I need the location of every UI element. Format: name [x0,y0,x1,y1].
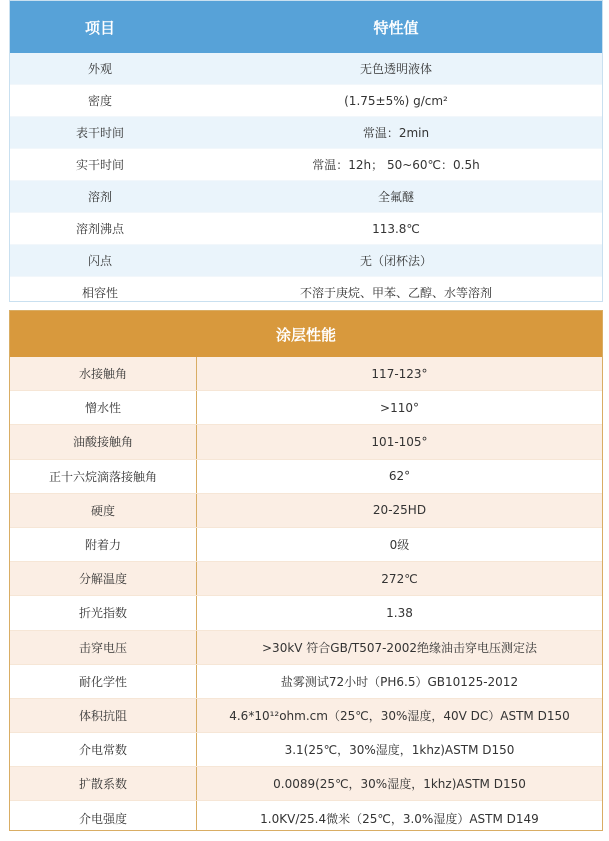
row-value: 62° [388,469,411,484]
row-value: 20-25HD [372,503,427,518]
properties-header [10,1,602,53]
row-label: 密度 [87,94,112,108]
row-value: 0.0089(25℃，30%湿度，1khz)ASTM D150 [273,777,526,792]
table-row [10,212,602,244]
header-value: 特性值 [373,18,419,37]
table-row [10,800,602,831]
properties-rows [10,53,602,302]
table-row [10,148,602,180]
row-label: 溶剂 [87,190,112,204]
table-row [10,766,602,800]
row-label: 硬度 [10,494,197,527]
coating-rows [10,357,602,831]
row-value: 1.38 [386,605,413,620]
row-label: 闪点 [87,254,112,268]
table-row [10,424,602,458]
row-label: 体积抗阻 [10,699,197,732]
coating-table [9,310,603,831]
table-row [10,357,602,390]
row-label: 外观 [87,62,112,76]
table-row [10,53,602,84]
row-label: 正十六烷滴落接触角 [10,460,197,493]
row-value: >30kV 符合GB/T507-2002绝缘油击穿电压测定法 [262,640,537,655]
table-row [10,561,602,595]
table-row [10,630,602,664]
table-row [10,732,602,766]
row-value: 全氟醚 [377,190,414,204]
table-row [10,84,602,116]
row-value: 常温：12h； 50~60℃：0.5h [312,158,480,172]
row-value: >110° [380,400,419,415]
row-value: 常温：2min [362,126,430,140]
row-label: 折光指数 [10,596,197,629]
row-value: 117-123° [371,366,428,381]
table-row [10,390,602,424]
row-value: 113.8℃ [372,221,420,236]
coating-title: 涂层性能 [10,311,602,357]
row-value: 0级 [389,538,410,553]
row-label: 击穿电压 [10,631,197,664]
row-label: 介电常数 [10,733,197,766]
header-item: 项目 [84,18,115,37]
row-value: 3.1(25℃，30%湿度，1khz)ASTM D150 [284,743,515,758]
table-row [10,459,602,493]
row-label: 附着力 [10,528,197,561]
table-row [10,527,602,561]
table-row [10,276,602,302]
table-row [10,698,602,732]
row-label: 扩散系数 [10,767,197,800]
properties-table [9,0,603,302]
row-value: 无（闭杯法） [359,254,432,268]
table-row [10,493,602,527]
row-value: 盐雾测试72小时（PH6.5）GB10125-2012 [280,674,519,689]
row-value: 101-105° [371,434,428,449]
row-label: 油酸接触角 [10,425,197,458]
row-label: 耐化学性 [10,665,197,698]
row-value: 1.0KV/25.4微米（25℃，3.0%湿度）ASTM D149 [260,811,539,826]
row-label: 介电强度 [10,801,197,831]
table-row [10,180,602,212]
row-value: 272℃ [381,571,418,586]
row-label: 憎水性 [10,391,197,424]
table-row [10,116,602,148]
row-value: 4.6*10¹²ohm.cm（25℃，30%湿度，40V DC）ASTM D150 [229,708,570,723]
row-label: 表干时间 [75,126,124,140]
table-row [10,664,602,698]
row-label: 实干时间 [75,158,124,172]
row-value: 不溶于庚烷、甲苯、乙醇、水等溶剂 [299,286,492,300]
row-value: (1.75±5%) g/cm² [344,93,448,108]
row-label: 溶剂沸点 [75,222,124,236]
row-label: 分解温度 [10,562,197,595]
row-label: 相容性 [81,286,118,300]
row-value: 无色透明液体 [359,62,432,76]
table-row [10,595,602,629]
row-label: 水接触角 [10,357,197,390]
table-row [10,244,602,276]
